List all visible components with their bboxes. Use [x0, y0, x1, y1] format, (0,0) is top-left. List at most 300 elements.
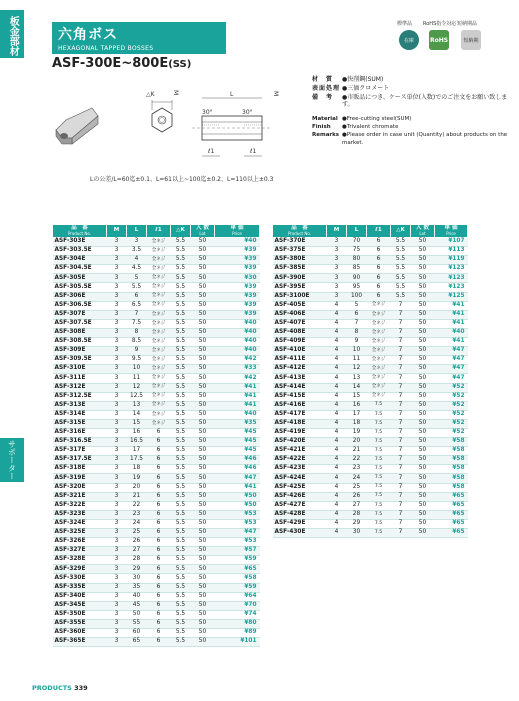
lot-value: 50	[191, 519, 215, 528]
l-value: 14	[347, 383, 367, 392]
l-value: 18	[127, 465, 147, 474]
l1-value: 全ネジ	[147, 347, 171, 356]
m-value: 3	[107, 256, 127, 265]
k-value: 7	[391, 510, 411, 519]
product-no: ASF-429E	[273, 519, 327, 528]
m-value: 4	[327, 347, 347, 356]
lot-value: 50	[411, 519, 435, 528]
l-value: 12.5	[127, 392, 147, 401]
price-value: ¥41	[215, 392, 260, 401]
product-no: ASF-312E	[53, 383, 107, 392]
col-price-label: 単 価	[230, 225, 244, 232]
l1-value: 全ネジ	[147, 319, 171, 328]
col-l1: ℓ1	[147, 225, 171, 238]
product-no: ASF-327E	[53, 547, 107, 556]
technical-drawing	[52, 80, 312, 180]
lot-value: 50	[191, 483, 215, 492]
table-row	[53, 265, 260, 274]
k-value: 5.5	[171, 328, 191, 337]
l-value: 19	[347, 428, 367, 437]
price-value: ¥30	[215, 274, 260, 283]
price-value: ¥41	[435, 319, 468, 328]
l-value: 17	[347, 410, 367, 419]
k-value: 5.5	[171, 238, 191, 247]
table-row	[273, 438, 468, 447]
price-value: ¥53	[215, 510, 260, 519]
spec-value: ●市販品につき、ケース単位(入数)でのご注文をお願い致します。	[342, 93, 508, 109]
m-value: 3	[107, 583, 127, 592]
table-row	[53, 383, 260, 392]
l1-value: 全ネジ	[147, 365, 171, 374]
m-value: 3	[107, 356, 127, 365]
k-value: 7	[391, 492, 411, 501]
lot-value: 50	[191, 619, 215, 628]
table-row	[273, 483, 468, 492]
lot-value: 50	[191, 565, 215, 574]
l-value: 6	[127, 292, 147, 301]
model-range	[52, 56, 191, 71]
table-row	[53, 328, 260, 337]
subcategory-tab: サポーター	[0, 438, 24, 482]
l1-value: 6	[147, 601, 171, 610]
k-value: 5.5	[171, 274, 191, 283]
price-value: ¥47	[435, 356, 468, 365]
l1-value: 6	[147, 619, 171, 628]
l1-value: 全ネジ	[147, 274, 171, 283]
k-value: 5.5	[171, 610, 191, 619]
table-row	[53, 365, 260, 374]
price-value: ¥52	[435, 392, 468, 401]
l-value: 20	[127, 483, 147, 492]
label-l: L	[230, 91, 234, 98]
l-value: 35	[127, 583, 147, 592]
l1-value: 6	[147, 447, 171, 456]
k-value: 5.5	[171, 510, 191, 519]
lot-value: 50	[191, 529, 215, 538]
lot-value: 50	[191, 419, 215, 428]
m-value: 3	[107, 419, 127, 428]
price-value: ¥45	[215, 447, 260, 456]
table-row	[53, 519, 260, 528]
k-value: 5.5	[171, 401, 191, 410]
product-no: ASF-326E	[53, 538, 107, 547]
product-no: ASF-375E	[273, 247, 327, 256]
product-no: ASF-370E	[273, 238, 327, 247]
l1-value: 全ネジ	[147, 328, 171, 337]
table-row	[273, 274, 468, 283]
product-no: ASF-3100E	[273, 292, 327, 301]
l1-value: 7.5	[367, 519, 391, 528]
k-value: 5.5	[171, 538, 191, 547]
price-value: ¥50	[215, 501, 260, 510]
table-row	[273, 492, 468, 501]
m-value: 3	[327, 265, 347, 274]
product-no: ASF-304.5E	[53, 265, 107, 274]
k-value: 5.5	[171, 483, 191, 492]
price-value: ¥47	[435, 365, 468, 374]
product-no: ASF-355E	[53, 619, 107, 628]
l-value: 7	[127, 310, 147, 319]
table-row	[273, 456, 468, 465]
price-value: ¥47	[215, 474, 260, 483]
l-value: 12	[127, 383, 147, 392]
table-row	[273, 319, 468, 328]
m-value: 4	[327, 529, 347, 538]
lot-value: 50	[411, 410, 435, 419]
k-value: 5.5	[171, 365, 191, 374]
table-row	[53, 410, 260, 419]
price-value: ¥58	[215, 574, 260, 583]
table-row	[53, 565, 260, 574]
lot-value: 50	[411, 374, 435, 383]
m-value: 3	[107, 292, 127, 301]
rohs-icon-text: RoHS	[429, 36, 449, 44]
l1-value: 7.5	[367, 438, 391, 447]
l-value: 21	[347, 447, 367, 456]
lot-value: 50	[191, 501, 215, 510]
table-row	[53, 501, 260, 510]
feature-icons	[393, 20, 503, 62]
l1-value: 6	[147, 483, 171, 492]
k-value: 5.5	[391, 247, 411, 256]
m-value: 4	[327, 501, 347, 510]
lot-value: 50	[191, 383, 215, 392]
spec-value: ●Free-cutting steel(SUM)	[342, 116, 412, 123]
lot-value: 50	[191, 392, 215, 401]
product-no: ASF-319E	[53, 474, 107, 483]
table-row	[273, 265, 468, 274]
table-row	[273, 401, 468, 410]
product-no: ASF-419E	[273, 428, 327, 437]
lot-value: 50	[411, 474, 435, 483]
l-value: 45	[127, 601, 147, 610]
lot-value: 50	[411, 401, 435, 410]
table-row	[53, 347, 260, 356]
m-value: 3	[107, 265, 127, 274]
table-row	[53, 319, 260, 328]
k-value: 5.5	[171, 247, 191, 256]
price-value: ¥74	[215, 610, 260, 619]
price-value: ¥59	[215, 556, 260, 565]
price-value: ¥65	[215, 565, 260, 574]
k-value: 5.5	[391, 283, 411, 292]
l1-value: 6	[367, 238, 391, 247]
l1-value: 全ネジ	[367, 301, 391, 310]
lot-value: 50	[411, 265, 435, 274]
l-value: 25	[127, 529, 147, 538]
k-value: 5.5	[171, 492, 191, 501]
k-value: 5.5	[171, 447, 191, 456]
table-row	[53, 356, 260, 365]
spec-key: Remarks	[312, 132, 340, 139]
m-value: 4	[327, 374, 347, 383]
k-value: 5.5	[171, 583, 191, 592]
spec-material-en	[312, 116, 512, 123]
spec-finish-en	[312, 124, 512, 131]
angle-right: 30°	[242, 109, 253, 116]
l-value: 27	[347, 501, 367, 510]
product-no: ASF-414E	[273, 383, 327, 392]
lot-value: 50	[411, 465, 435, 474]
m-value: 3	[107, 492, 127, 501]
price-value: ¥65	[435, 510, 468, 519]
table-row	[53, 338, 260, 347]
spec-value: ●Trivalent chromate	[342, 124, 399, 131]
l1-value: 全ネジ	[367, 319, 391, 328]
table-row	[53, 456, 260, 465]
table-row	[53, 374, 260, 383]
table-row	[273, 301, 468, 310]
k-value: 5.5	[171, 438, 191, 447]
l1-value: 6	[367, 256, 391, 265]
l1-value: 7.5	[367, 410, 391, 419]
col-lot-en: Lot	[419, 230, 426, 236]
l1-value: 全ネジ	[367, 310, 391, 319]
l-value: 12	[347, 365, 367, 374]
l-value: 65	[127, 638, 147, 647]
product-no: ASF-330E	[53, 574, 107, 583]
table-row	[273, 428, 468, 437]
k-value: 5.5	[171, 556, 191, 565]
price-value: ¥40	[215, 238, 260, 247]
table-row	[53, 538, 260, 547]
price-value: ¥101	[215, 638, 260, 647]
price-value: ¥40	[215, 347, 260, 356]
col-l1: ℓ1	[367, 225, 391, 238]
l1-value: 6	[147, 583, 171, 592]
lot-value: 50	[411, 328, 435, 337]
price-value: ¥39	[215, 292, 260, 301]
k-value: 5.5	[391, 238, 411, 247]
k-value: 5.5	[171, 638, 191, 647]
price-value: ¥123	[435, 265, 468, 274]
k-value: 5.5	[171, 283, 191, 292]
col-l: L	[347, 225, 367, 238]
spec-finish-jp	[312, 85, 512, 93]
m-value: 4	[327, 492, 347, 501]
lot-value: 50	[191, 474, 215, 483]
lot-value: 50	[411, 310, 435, 319]
k-value: 7	[391, 529, 411, 538]
k-value: 7	[391, 447, 411, 456]
table-row	[273, 292, 468, 301]
m-value: 3	[107, 374, 127, 383]
table-row	[273, 529, 468, 538]
k-value: 7	[391, 519, 411, 528]
table-row	[53, 419, 260, 428]
m-value: 4	[327, 356, 347, 365]
l1-value: 全ネジ	[147, 419, 171, 428]
l-value: 16.5	[127, 438, 147, 447]
k-value: 7	[391, 301, 411, 310]
m-value: 3	[107, 310, 127, 319]
table-row	[273, 374, 468, 383]
lot-value: 50	[411, 338, 435, 347]
l-value: 19	[127, 474, 147, 483]
price-value: ¥41	[215, 483, 260, 492]
l-value: 13	[347, 374, 367, 383]
l-value: 55	[127, 619, 147, 628]
model-suffix: (SS)	[168, 59, 192, 70]
boss-3d-icon	[56, 108, 98, 144]
page-footer	[32, 684, 88, 692]
l1-value: 6	[147, 519, 171, 528]
table-row	[53, 510, 260, 519]
table-row	[273, 310, 468, 319]
product-no: ASF-428E	[273, 510, 327, 519]
table-row	[273, 465, 468, 474]
table-row	[273, 501, 468, 510]
col-m: M	[327, 225, 347, 238]
price-value: ¥113	[435, 247, 468, 256]
label-l1-right: ℓ1	[250, 148, 257, 155]
l-value: 11	[127, 374, 147, 383]
product-no: ASF-425E	[273, 483, 327, 492]
product-no: ASF-316E	[53, 428, 107, 437]
product-no: ASF-329E	[53, 565, 107, 574]
m-value: 3	[107, 392, 127, 401]
lot-value: 50	[191, 601, 215, 610]
l1-value: 7.5	[367, 447, 391, 456]
table-row	[53, 474, 260, 483]
l-value: 28	[347, 510, 367, 519]
lot-value: 50	[411, 510, 435, 519]
l-value: 13	[127, 401, 147, 410]
product-no: ASF-406E	[273, 310, 327, 319]
l1-value: 全ネジ	[367, 374, 391, 383]
k-value: 5.5	[171, 292, 191, 301]
product-no: ASF-303E	[53, 238, 107, 247]
l1-value: 7.5	[367, 529, 391, 538]
table-row	[53, 556, 260, 565]
k-value: 5.5	[171, 465, 191, 474]
l-value: 16	[127, 428, 147, 437]
hex-end-view	[146, 91, 172, 132]
l-value: 15	[127, 419, 147, 428]
page-number: 339	[74, 684, 88, 692]
l1-value: 6	[147, 638, 171, 647]
lot-value: 50	[191, 465, 215, 474]
l1-value: 全ネジ	[367, 356, 391, 365]
lot-value: 50	[191, 338, 215, 347]
price-value: ¥41	[435, 338, 468, 347]
l-value: 18	[347, 419, 367, 428]
table-row	[53, 574, 260, 583]
price-value: ¥125	[435, 292, 468, 301]
product-no: ASF-423E	[273, 465, 327, 474]
tolerance-note: Lの公差/L=60迄±0.1、L=61以上~100迄±0.2、L=110以上±0.3	[90, 176, 274, 183]
l-value: 7	[347, 319, 367, 328]
price-value: ¥52	[435, 383, 468, 392]
product-no: ASF-350E	[53, 610, 107, 619]
rohs-label: RoHS指令対応	[423, 21, 457, 27]
table-body-left	[53, 238, 260, 647]
lot-value: 50	[191, 583, 215, 592]
l-value: 27	[127, 547, 147, 556]
price-value: ¥39	[215, 265, 260, 274]
table-row	[273, 328, 468, 337]
price-table-right	[272, 224, 468, 538]
m-value: 3	[107, 319, 127, 328]
table-row	[273, 347, 468, 356]
l1-value: 7.5	[367, 501, 391, 510]
k-value: 5.5	[171, 356, 191, 365]
k-value: 5.5	[171, 519, 191, 528]
l1-value: 6	[147, 474, 171, 483]
m-value: 4	[327, 474, 347, 483]
table-row	[53, 438, 260, 447]
price-value: ¥40	[435, 328, 468, 337]
k-value: 5.5	[171, 456, 191, 465]
rohs-icon	[429, 30, 449, 50]
k-value: 5.5	[171, 319, 191, 328]
m-value: 4	[327, 310, 347, 319]
product-no: ASF-325E	[53, 529, 107, 538]
spec-key: Material	[312, 116, 338, 123]
l1-value: 全ネジ	[147, 265, 171, 274]
m-value: 4	[327, 456, 347, 465]
table-row	[53, 638, 260, 647]
lot-value: 50	[191, 456, 215, 465]
product-no: ASF-411E	[273, 356, 327, 365]
l-value: 15	[347, 392, 367, 401]
l-value: 24	[127, 519, 147, 528]
spec-key: 備 考	[312, 93, 334, 101]
product-no: ASF-305.5E	[53, 283, 107, 292]
k-value: 5.5	[171, 428, 191, 437]
lot-value: 50	[191, 538, 215, 547]
lot-value: 50	[191, 438, 215, 447]
product-no: ASF-322E	[53, 501, 107, 510]
k-value: 5.5	[391, 256, 411, 265]
lot-value: 50	[411, 274, 435, 283]
l1-value: 全ネジ	[147, 383, 171, 392]
l-value: 9	[127, 347, 147, 356]
table-row	[273, 447, 468, 456]
l1-value: 7.5	[367, 456, 391, 465]
lot-value: 50	[191, 247, 215, 256]
m-value: 4	[327, 328, 347, 337]
price-value: ¥46	[215, 456, 260, 465]
lot-value: 50	[191, 447, 215, 456]
product-no: ASF-303.5E	[53, 247, 107, 256]
product-no: ASF-324E	[53, 519, 107, 528]
lot-value: 50	[411, 529, 435, 538]
product-no: ASF-307E	[53, 310, 107, 319]
table-row	[53, 292, 260, 301]
col-lot	[411, 225, 435, 238]
product-no: ASF-309.5E	[53, 356, 107, 365]
l1-value: 全ネジ	[147, 401, 171, 410]
page-subtitle: HEXAGONAL TAPPED BOSSES	[58, 45, 154, 52]
product-no: ASF-409E	[273, 338, 327, 347]
price-value: ¥59	[215, 583, 260, 592]
l1-value: 6	[147, 556, 171, 565]
l1-value: 6	[147, 565, 171, 574]
lot-value: 50	[411, 301, 435, 310]
product-no: ASF-323E	[53, 510, 107, 519]
l-value: 5	[127, 274, 147, 283]
col-product-label: 品 番	[71, 225, 88, 232]
table-row	[273, 247, 468, 256]
l-value: 11	[347, 356, 367, 365]
m-value: 3	[327, 292, 347, 301]
m-value: 3	[107, 638, 127, 647]
price-value: ¥53	[215, 538, 260, 547]
k-value: 5.5	[391, 274, 411, 283]
price-value: ¥45	[215, 438, 260, 447]
table-body-right	[273, 238, 468, 538]
